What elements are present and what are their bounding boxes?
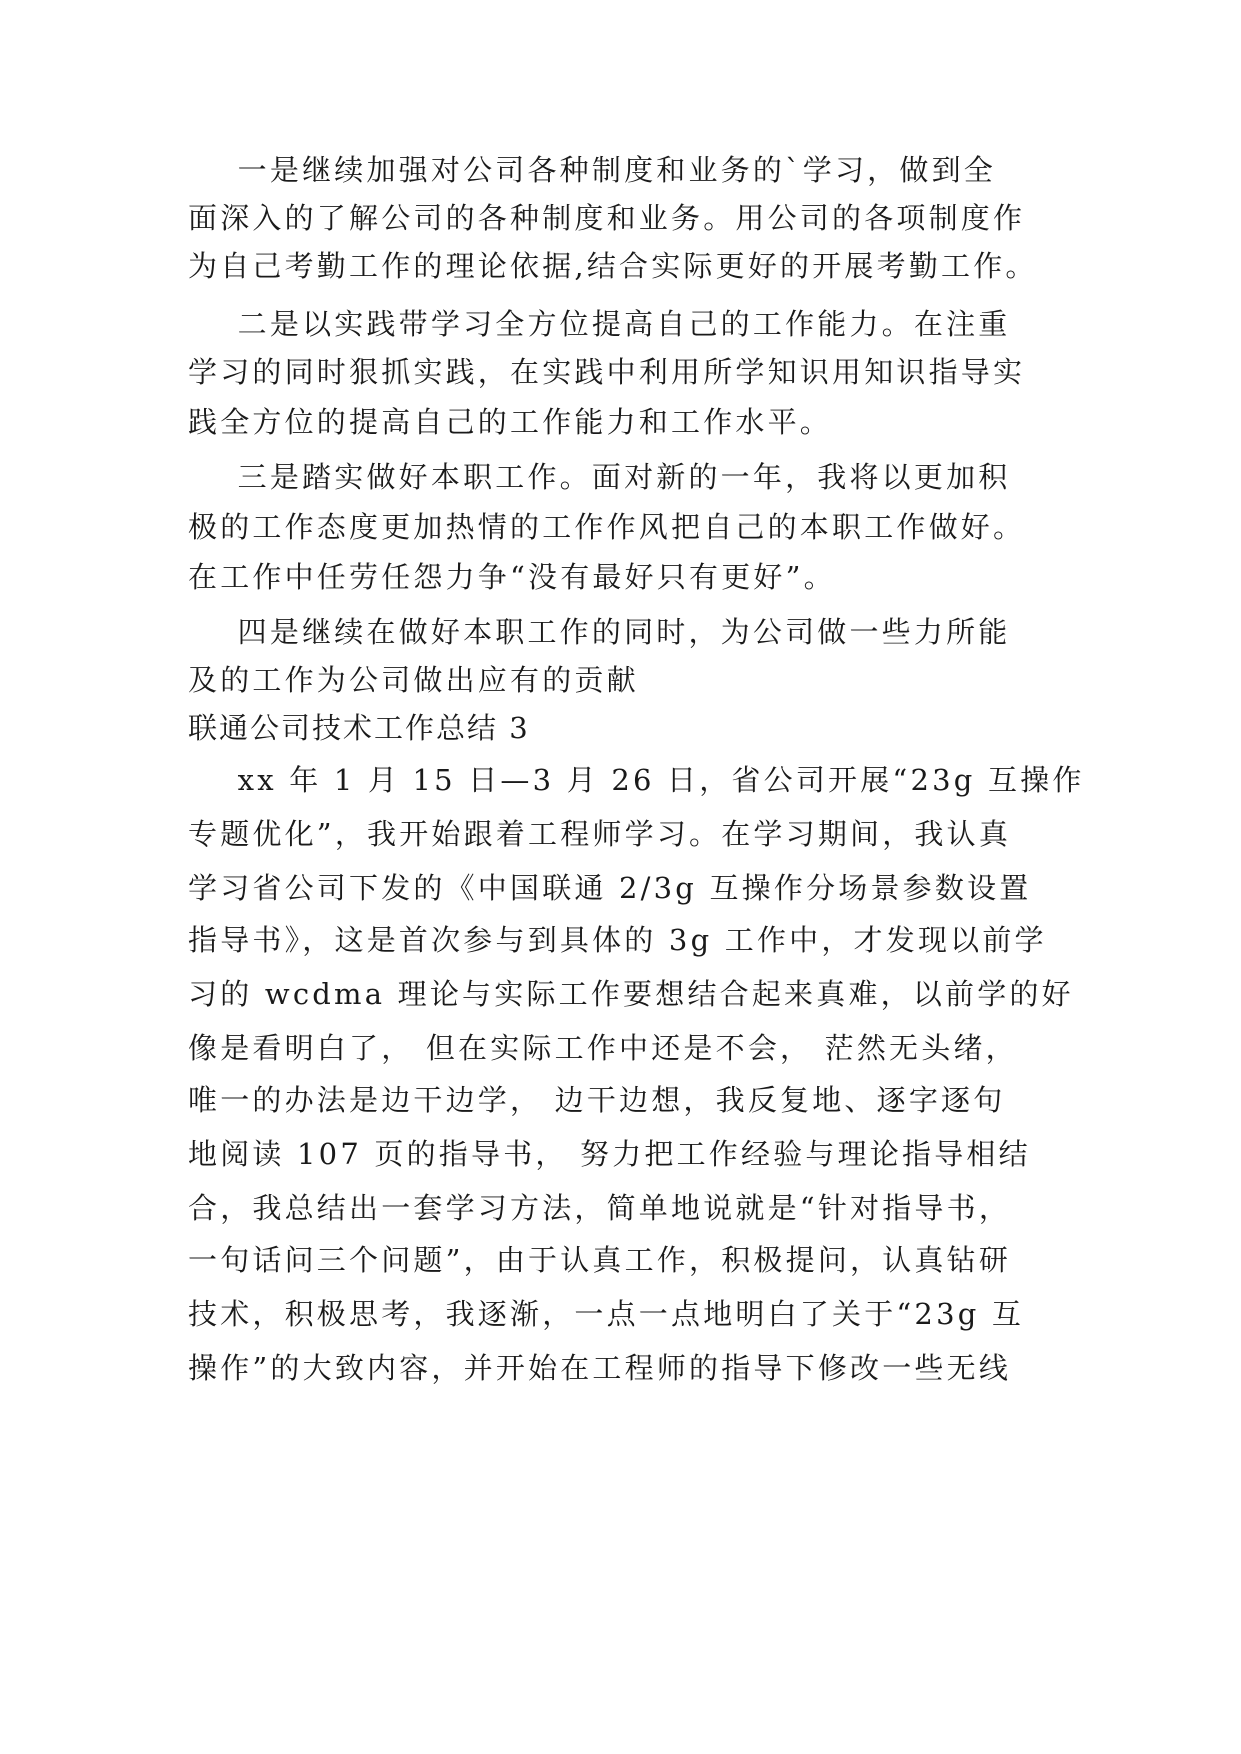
body-line: 为自己考勤工作的理论依据,结合实际更好的开展考勤工作。 xyxy=(188,249,1038,283)
section-title: 联通公司技术工作总结 3 xyxy=(188,711,530,745)
body-line: 学习的同时狠抓实践，在实践中利用所学知识用知识指导实 xyxy=(188,355,1026,389)
body-line: 在工作中任劳任怨力争“没有最好只有更好”。 xyxy=(188,560,836,594)
body-line: 三是踏实做好本职工作。面对新的一年，我将以更加积 xyxy=(188,460,1011,494)
body-line: 面深入的了解公司的各种制度和业务。用公司的各项制度作 xyxy=(188,201,1026,235)
body-line: 操作”的大致内容，并开始在工程师的指导下修改一些无线 xyxy=(188,1351,1012,1385)
body-line: 一句话问三个问题”，由于认真工作，积极提问，认真钻研 xyxy=(188,1243,1012,1277)
body-line: 及的工作为公司做出应有的贡献 xyxy=(188,663,639,697)
body-line: 专题优化”，我开始跟着工程师学习。在学习期间，我认真 xyxy=(188,817,1012,851)
body-line: 技术，积极思考，我逐渐，一点一点地明白了关于“23g 互 xyxy=(188,1297,1025,1331)
body-line: 习的 wcdma 理论与实际工作要想结合起来真难，以前学的好 xyxy=(188,977,1074,1011)
body-line: 合，我总结出一套学习方法，简单地说就是“针对指导书， xyxy=(188,1191,1012,1225)
body-line: 极的工作态度更加热情的工作作风把自己的本职工作做好。 xyxy=(188,510,1026,544)
body-line: 践全方位的提高自己的工作能力和工作水平。 xyxy=(188,405,833,439)
body-line: 四是继续在做好本职工作的同时，为公司做一些力所能 xyxy=(188,615,1011,649)
body-line: 唯一的办法是边干边学， 边干边想，我反复地、逐字逐句 xyxy=(188,1083,1006,1117)
body-line: xx 年 1 月 15 日—3 月 26 日，省公司开展“23g 互操作 xyxy=(188,763,1085,797)
body-line: 一是继续加强对公司各种制度和业务的`学习，做到全 xyxy=(188,153,996,187)
body-line: 地阅读 107 页的指导书， 努力把工作经验与理论指导相结 xyxy=(188,1137,1031,1171)
body-line: 指导书》，这是首次参与到具体的 3g 工作中，才发现以前学 xyxy=(188,923,1047,957)
body-line: 二是以实践带学习全方位提高自己的工作能力。在注重 xyxy=(188,307,1011,341)
body-line: 像是看明白了， 但在实际工作中还是不会， 茫然无头绪， xyxy=(188,1031,1018,1065)
body-line: 学习省公司下发的《中国联通 2/3g 互操作分场景参数设置 xyxy=(188,871,1032,905)
